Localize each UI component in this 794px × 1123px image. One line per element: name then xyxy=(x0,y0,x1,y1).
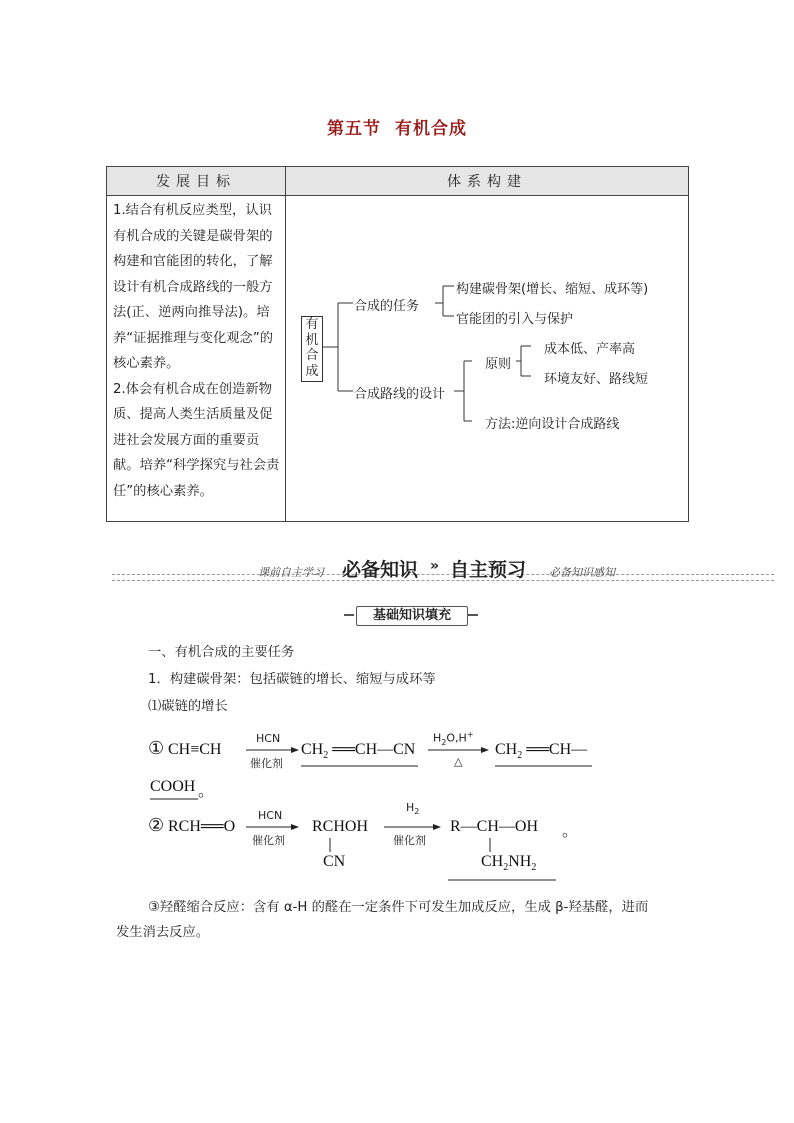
banner-big-right: 自主预习 xyxy=(450,559,527,581)
node-task: 合成的任务 xyxy=(354,299,420,314)
r2-arrow1-top: HCN xyxy=(258,809,283,822)
r1-end: 。 xyxy=(198,783,215,800)
r1-product1: $CH_2$ ══CH—CN xyxy=(301,741,416,762)
node-principle-item-2: 环境友好、路线短 xyxy=(544,372,649,387)
r2-number: ② xyxy=(148,815,165,835)
r1-arrow1-top: HCN xyxy=(256,732,281,745)
r2-product1: RCHOH xyxy=(312,818,369,835)
heading-1: 一、有机合成的主要任务 xyxy=(148,645,295,660)
chevron-icon: » xyxy=(430,558,440,574)
diagram-root: 有 机 合 成 xyxy=(301,316,323,382)
r2-arrow1-bottom: 催化剂 xyxy=(252,834,285,847)
section-label: 基础知识填充 xyxy=(344,606,478,626)
r1-arrow2-bottom: △ xyxy=(454,755,463,768)
section-number: 第五节 xyxy=(327,119,381,139)
banner-big-left: 必备知识 xyxy=(342,559,419,581)
r2-product1-branch: CN xyxy=(323,853,346,870)
r2-arrow2-top: $H_2$ xyxy=(406,801,420,817)
r2-arrow2-bottom: 催化剂 xyxy=(393,834,426,847)
goal-2: 2.体会有机合成在创造新物质、提高人类生活质量及促进社会发展方面的重要贡献。培养“科学探究与社会责任”的核心素养。 xyxy=(113,381,280,499)
node-task-item-1: 构建碳骨架(增长、缩短、成环等) xyxy=(456,282,649,297)
banner-left-small: 课前自主学习 xyxy=(258,566,324,579)
banner-right-small: 必备知识感知 xyxy=(549,566,615,579)
r1-continuation: COOH xyxy=(150,778,196,795)
node-method: 方法:逆向设计合成路线 xyxy=(485,417,620,432)
node-principle-item-1: 成本低、产率高 xyxy=(544,342,636,357)
r1-product2: $CH_2$ ══CH— xyxy=(495,741,588,762)
node-task-item-2: 官能团的引入与保护 xyxy=(456,312,574,327)
heading-3: ⑴碳链的增长 xyxy=(148,699,228,714)
r3-line-2: 发生消去反应。 xyxy=(116,925,210,940)
r2-reactant: RCH══O xyxy=(168,818,236,835)
r2-product2: R—CH—OH xyxy=(450,818,539,835)
r2-end: 。 xyxy=(562,823,579,840)
r2-product2-branch: $CH_2NH_2$ xyxy=(481,853,537,874)
r3-line-1: ③羟醛缩合反应：含有 α-H 的醛在一定条件下可发生加成反应，生成 β-羟基醛，进而 xyxy=(148,900,649,915)
col-header-framework: 体系构建 xyxy=(286,167,689,196)
node-principle: 原则 xyxy=(485,357,512,372)
col-header-goals: 发展目标 xyxy=(107,167,286,196)
section-name: 有机合成 xyxy=(395,119,467,139)
heading-2: 1．构建碳骨架：包括碳链的增长、缩短与成环等 xyxy=(148,672,436,687)
goal-1: 1.结合有机反应类型，认识有机合成的关键是碳骨架的构建和官能团的转化，了解设计有机合成路线的一般方法(正、逆两向推导法)。培养“证据推理与变化观念”的核心素养。 xyxy=(113,203,274,371)
r1-arrow1-bottom: 催化剂 xyxy=(250,757,283,770)
r1-arrow2-top: $H_2O,H^+$ xyxy=(433,730,474,747)
node-route: 合成路线的设计 xyxy=(354,387,446,402)
r1-reactant: CH≡CH xyxy=(168,741,222,758)
r1-number: ① xyxy=(148,738,165,758)
